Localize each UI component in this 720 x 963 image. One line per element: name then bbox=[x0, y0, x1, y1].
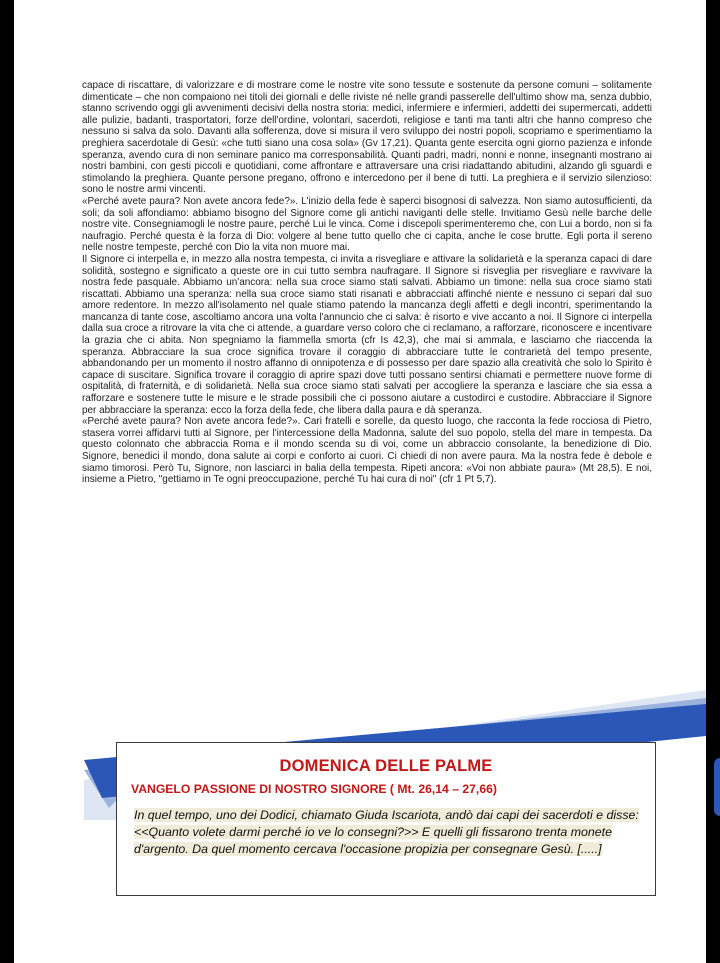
paragraph: capace di riscattare, di valorizzare e di mostrare come le nostre vite sono tessute e sostenute da persone comuni – solitamente dimenticate – che non compaiono nei titoli dei giornali e delle riviste né nelle grandi passerelle dell'ultimo show ma, senza dubbio, stanno scrivendo oggi gli avvenimenti decisivi della nostra storia: medici, infermiere e infermieri, addetti dei supermercati, addetti alle pulizie, badanti, trasportatori, forze dell'ordine, volontari, sacerdoti, religiose e tanti ma tanti altri che hanno compreso che nessuno si salva da solo. Davanti alla sofferenza, dove si misura il vero sviluppo dei nostri popoli, scopriamo e sperimentiamo la preghiera sacerdotale di Gesù: «che tutti siano una cosa sola» (Gv 17,21). Quanta gente esercita ogni giorno pazienza e infonde speranza, avendo cura di non seminare panico ma corresponsabilità. Quanti padri, madri, nonni e nonne, insegnanti mostrano ai nostri bambini, con gesti piccoli e quotidiani, come affrontare e attraversare una crisi riadattando abitudini, alzando gli sguardi e stimolando la preghiera. Quante persone pregano, offrono e intercedono per il bene di tutti. La preghiera e il servizio silenzioso: sono le nostre armi vincenti. bbox=[82, 80, 652, 196]
reading-excerpt bbox=[134, 807, 654, 858]
paragraph: Il Signore ci interpella e, in mezzo alla nostra tempesta, ci invita a risvegliare e attivare la solidarietà e la speranza capaci di dare solidità, sostegno e significato a queste ore in cui tutto sembra naufragare. Il Signore si risveglia per risvegliare e ravvivare la nostra fede pasquale. Abbiamo un'ancora: nella sua croce siamo stati salvati. Abbiamo un timone: nella sua croce siamo stati riscattati. Abbiamo una speranza: nella sua croce siamo stati risanati e abbracciati affinché niente e nessuno ci separi dal suo amore redentore. In mezzo all'isolamento nel quale stiamo patendo la mancanza degli affetti e degli incontri, sperimentando la mancanza di tante cose, ascoltiamo ancora una volta l'annuncio che ci salva: è risorto e vive accanto a noi. Il Signore ci interpella dalla sua croce a ritrovare la vita che ci attende, a guardare verso coloro che ci reclamano, a rafforzare, riconoscere e incentivare la grazia che ci abita. Non spegniamo la fiammella smorta (cfr Is 42,3), che mai si ammala, e lasciamo che riaccenda la speranza. Abbracciare la sua croce significa trovare il coraggio di abbracciare tutte le contrarietà del tempo presente, abbandonando per un momento il nostro affanno di onnipotenza e di possesso per dare spazio alla creatività che solo lo Spirito è capace di suscitare. Significa trovare il coraggio di aprire spazi dove tutti possano sentirsi chiamati e permettere nuove forme di ospitalità, di fraternità, e di solidarietà. Nella sua croce siamo stati salvati per accogliere la speranza e lasciare che sia essa a rafforzare e sostenere tutte le misure e le strade possibili che ci possono aiutare a custodirci e custodire. Abbracciare il Signore per abbracciare la speranza: ecco la forza della fede, che libera dalla paura e dà speranza. bbox=[82, 253, 652, 416]
reading-title: DOMENICA DELLE PALME bbox=[279, 757, 493, 775]
homily-text bbox=[82, 80, 652, 486]
side-accent bbox=[706, 740, 720, 800]
excerpt-text: In quel tempo, uno dei Dodici, chiamato Giuda Iscariota, andò dai capi dei sacerdoti e disse: <<Quanto volete darmi perché io ve lo consegni?>> E quelli gli fissarono trenta monete d'argento. Da quel momento cercava l'occasione propizia per consegnare Gesù. [.....] bbox=[134, 808, 639, 856]
document-page bbox=[14, 0, 706, 963]
reading-subtitle: VANGELO PASSIONE DI NOSTRO SIGNORE ( Mt. 26,14 – 27,66) bbox=[131, 782, 497, 796]
paragraph: «Perché avete paura? Non avete ancora fede?». L'inizio della fede è saperci bisognosi di salvezza. Non siamo autosufficienti, da soli; da soli affondiamo: abbiamo bisogno del Signore come gli antichi naviganti delle stelle. Invitiamo Gesù nelle barche delle nostre vite. Consegniamogli le nostre paure, perché Lui le vinca. Come i discepoli sperimenteremo che, con Lui a bordo, non si fa naufragio. Perché questa è la forza di Dio: volgere al bene tutto quello che ci capita, anche le cose brutte. Egli porta il sereno nelle nostre tempeste, perché con Dio la vita non muore mai. bbox=[82, 195, 652, 254]
paragraph: «Perché avete paura? Non avete ancora fede?». Cari fratelli e sorelle, da questo luogo, che racconta la fede rocciosa di Pietro, stasera vorrei affidarvi tutti al Signore, per l'intercessione della Madonna, salute del suo popolo, stella del mare in tempesta. Da questo colonnato che abbraccia Roma e il mondo scenda su di voi, come un abbraccio consolante, la benedizione di Dio. Signore, benedici il mondo, dona salute ai corpi e conforto ai cuori. Ci chiedi di non avere paura. Ma la nostra fede è debole e siamo timorosi. Però Tu, Signore, non lasciarci in balia della tempesta. Ripeti ancora: «Voi non abbiate paura» (Mt 28,5). E noi, insieme a Pietro, "gettiamo in Te ogni preoccupazione, perché Tu hai cura di noi" (cfr 1 Pt 5,7). bbox=[82, 416, 652, 486]
